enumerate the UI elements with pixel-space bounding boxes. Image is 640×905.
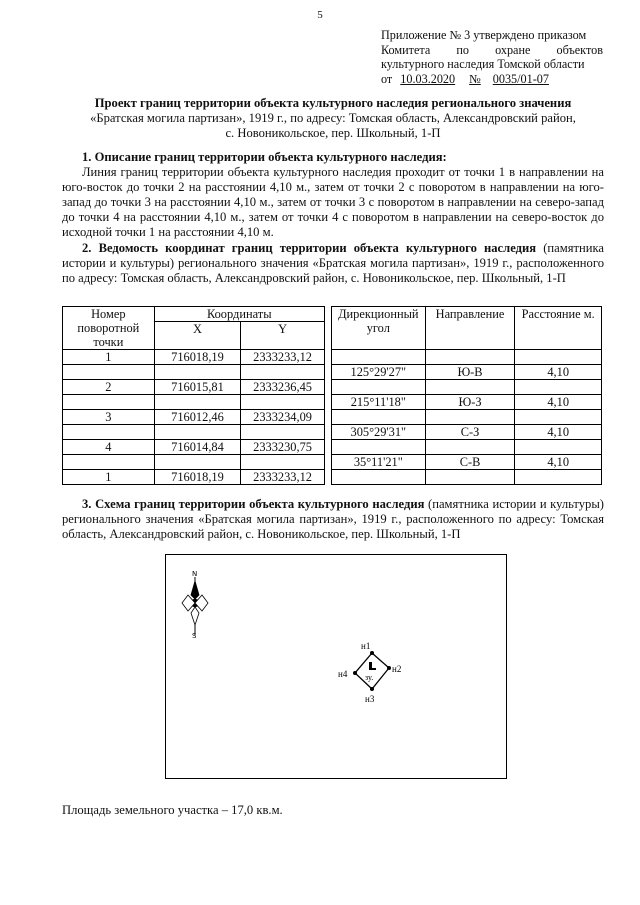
section-2-heading: 2. Ведомость координат границ территории объекта культурного наследия [82, 241, 537, 255]
point-2-label: н2 [392, 664, 402, 674]
cell-distance [515, 380, 602, 395]
cell-direction [425, 380, 515, 395]
header-distance: Расстояние м. [515, 307, 602, 350]
cell-y: 2333230,75 [241, 440, 325, 455]
header-x: X [154, 322, 241, 350]
document-title [62, 96, 604, 141]
cell-y [241, 425, 325, 440]
compass-rose-icon [182, 577, 208, 635]
section-3-text: (памятника истории и культуры) регионального значения «Братская могила партизан», 1919 г., расположенного по адресу: Томская область, Александровский район, с. Новоникольское, пер. Школьный, 1-П [62, 497, 605, 541]
appendix-word: Комитета [381, 42, 431, 57]
monument-icon [369, 662, 376, 670]
cell-y: 2333233,12 [241, 470, 325, 485]
number-prefix: № [469, 71, 481, 86]
table-row [63, 410, 602, 425]
cell-point: 1 [63, 350, 155, 365]
cell-point: 1 [63, 470, 155, 485]
cell-direction [425, 350, 515, 365]
cell-point [63, 425, 155, 440]
section-3-heading: 3. Схема границ территории объекта культурного наследия [82, 497, 425, 511]
cell-distance: 4,10 [515, 425, 602, 440]
table-row [63, 425, 602, 440]
cell-direction [425, 410, 515, 425]
north-label: N [192, 570, 198, 578]
cell-x [154, 365, 241, 380]
cell-distance [515, 470, 602, 485]
cell-point [63, 455, 155, 470]
point-4-label: н4 [338, 669, 348, 679]
cell-x: 716018,19 [154, 350, 241, 365]
parcel-boundary [355, 653, 389, 689]
cell-x: 716015,81 [154, 380, 241, 395]
cell-bearing [331, 350, 425, 365]
page-number: 5 [317, 9, 323, 21]
cell-distance [515, 410, 602, 425]
appendix-word: по [456, 42, 469, 57]
cell-y [241, 395, 325, 410]
cell-bearing [331, 470, 425, 485]
cell-distance [515, 440, 602, 455]
order-number: 0035/01-07 [492, 71, 549, 86]
south-label: S [192, 632, 197, 640]
cell-distance: 4,10 [515, 365, 602, 380]
coordinates-table [62, 306, 602, 485]
cell-point: 2 [63, 380, 155, 395]
boundary-scheme [165, 554, 507, 779]
cell-direction [425, 440, 515, 455]
order-date: 10.03.2020 [400, 71, 456, 86]
header-coordinates: Координаты [154, 307, 324, 322]
section-1-heading: 1. Описание границ территории объекта культурного наследия: [82, 150, 447, 164]
cell-bearing: 305°29'31" [331, 425, 425, 440]
appendix-line-3: культурного наследия Томской области [381, 57, 585, 71]
table-row [63, 380, 602, 395]
cell-y [241, 455, 325, 470]
cell-direction [425, 470, 515, 485]
point-2-marker [387, 666, 391, 670]
table-row [63, 365, 602, 380]
cell-x [154, 425, 241, 440]
table-row [63, 455, 602, 470]
cell-bearing [331, 440, 425, 455]
cell-bearing: 35°11'21" [331, 455, 425, 470]
table-row [63, 470, 602, 485]
cell-x: 716012,46 [154, 410, 241, 425]
cell-bearing: 215°11'18" [331, 395, 425, 410]
section-1-text: Линия границ территории объекта культурного наследия проходит от точки 1 в направлении на юго-восток до точки 2 на расстоянии 4,10 м., затем от точки 2 с поворотом в направлении на юго-запад до точки 3 на расстоянии 4,10 м., затем от точки 3 с поворотом в направлении на северо-запад до точки 4 на расстоянии 4,10 м., затем от точки 4 с поворотом в направлении на северо-восток до исходной точки 1 на расстоянии 4,10 м. [62, 165, 604, 239]
section-2-text: (памятника истории и культуры) регионального значения «Братская могила партизан», 1919 г., расположенного по адресу: Томская область, Александровский район, с. Новоникольское, пер. Школьный, 1-П [62, 241, 604, 285]
table-row [63, 395, 602, 410]
title-line-3: с. Новоникольское, пер. Школьный, 1-П [225, 126, 441, 140]
header-y: Y [241, 322, 325, 350]
section-2 [62, 241, 604, 286]
cell-point: 4 [63, 440, 155, 455]
cell-point: 3 [63, 410, 155, 425]
table-row [63, 440, 602, 455]
appendix-line-1: Приложение № 3 утверждено приказом [381, 28, 587, 42]
point-3-marker [370, 687, 374, 691]
section-3 [62, 497, 604, 542]
appendix-word: объектов [556, 42, 603, 57]
section-1 [62, 150, 604, 240]
appendix-date-line [381, 72, 603, 87]
cell-bearing [331, 380, 425, 395]
appendix-word: охране [495, 42, 531, 57]
cell-direction: С-В [425, 455, 515, 470]
cell-x [154, 455, 241, 470]
cell-direction: Ю-В [425, 365, 515, 380]
scheme-drawing [166, 555, 506, 778]
cell-y: 2333233,12 [241, 350, 325, 365]
table-row [63, 350, 602, 365]
date-prefix: от [381, 71, 393, 86]
point-1-marker [370, 651, 374, 655]
cell-x: 716018,19 [154, 470, 241, 485]
cell-y: 2333236,45 [241, 380, 325, 395]
cell-bearing [331, 410, 425, 425]
cell-point [63, 395, 155, 410]
point-4-marker [353, 671, 357, 675]
cell-x [154, 395, 241, 410]
header-bearing: Дирекционный угол [331, 307, 425, 350]
header-direction: Направление [425, 307, 515, 350]
header-point: Номер поворотной точки [63, 307, 155, 350]
cell-distance: 4,10 [515, 395, 602, 410]
cell-x: 716014,84 [154, 440, 241, 455]
parcel-label: зу. [365, 673, 374, 682]
title-line-2: «Братская могила партизан», 1919 г., по адресу: Томская область, Александровский район, [90, 111, 576, 125]
title-line-1: Проект границ территории объекта культурного наследия регионального значения [94, 96, 572, 110]
point-1-label: н1 [361, 641, 371, 651]
cell-direction: Ю-З [425, 395, 515, 410]
parcel-area: Площадь земельного участка – 17,0 кв.м. [62, 803, 283, 817]
cell-y [241, 365, 325, 380]
cell-bearing: 125°29'27" [331, 365, 425, 380]
appendix-approval-block [381, 28, 603, 86]
cell-distance [515, 350, 602, 365]
point-3-label: н3 [365, 694, 375, 704]
cell-y: 2333234,09 [241, 410, 325, 425]
cell-point [63, 365, 155, 380]
appendix-line-2 [381, 43, 603, 58]
cell-distance: 4,10 [515, 455, 602, 470]
cell-direction: С-З [425, 425, 515, 440]
